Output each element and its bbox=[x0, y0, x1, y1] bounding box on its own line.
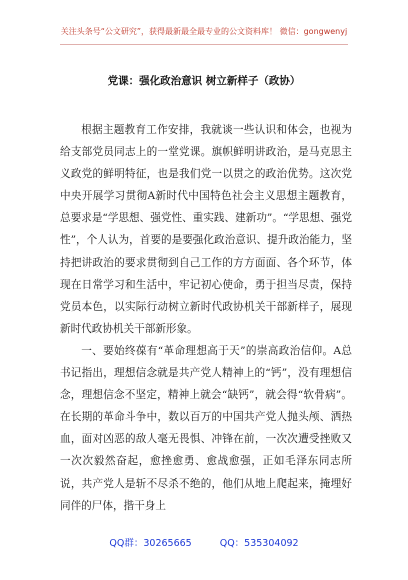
document-title: 党课：强化政治意识 树立新样子（政协） bbox=[107, 75, 301, 87]
document-body bbox=[60, 119, 352, 517]
footer-contact bbox=[0, 535, 408, 549]
body-paragraph-2: 一、要始终葆有“革命理想高于天”的崇高政治信仰。A总书记指出，理想信念就是共产党人精神上的“钙”，没有理想信念，理想信念不坚定，精神上就会“缺钙”，就会得“软骨病”。在长期的革命斗争中，数以百万的中国共产党人抛头颅、洒热血，面对凶恶的敌人毫无畏惧、冲锋在前，一次次遭受挫败又一次次毅然奋起，愈挫愈勇、愈战愈强，正如毛泽东同志所说，共产党人是斩不尽杀不绝的，他们从地上爬起来，掩埋好同伴的尸体，揩干身上 bbox=[60, 344, 352, 512]
header-promo-text: 关注头条号“公文研究”，获得最新最全最专业的公文资料库！ 微信：gongwenyj bbox=[60, 27, 348, 36]
footer-qq-group: QQ群：30265665 bbox=[109, 538, 192, 549]
header-divider bbox=[60, 44, 348, 45]
footer-qq-number: QQ：535304092 bbox=[219, 538, 299, 549]
body-paragraph-1: 根据主题教育工作安排，我就谈一些认识和体会，也视为给支部党员同志上的一堂党课。旗帜鲜明讲政治，是马克思主义政党的鲜明特征，也是我们党一以贯之的政治优势。这次党中央开展学习贯彻A新时代中国特色社会主义思想主题教育，总要求是“学思想、强党性、重实践、建新功”。“学思想、强党性”，个人认为，首要的是要强化政治意识、提升政治能力，坚持把讲政治的要求贯彻到自己工作的方方面面、各个环节，体现在日常学习和生活中，牢记初心使命，勇于担当尽责，保持党员本色，以实际行动树立新时代政协机关干部新样子，展现新时代政协机关干部新形象。 bbox=[60, 124, 352, 335]
